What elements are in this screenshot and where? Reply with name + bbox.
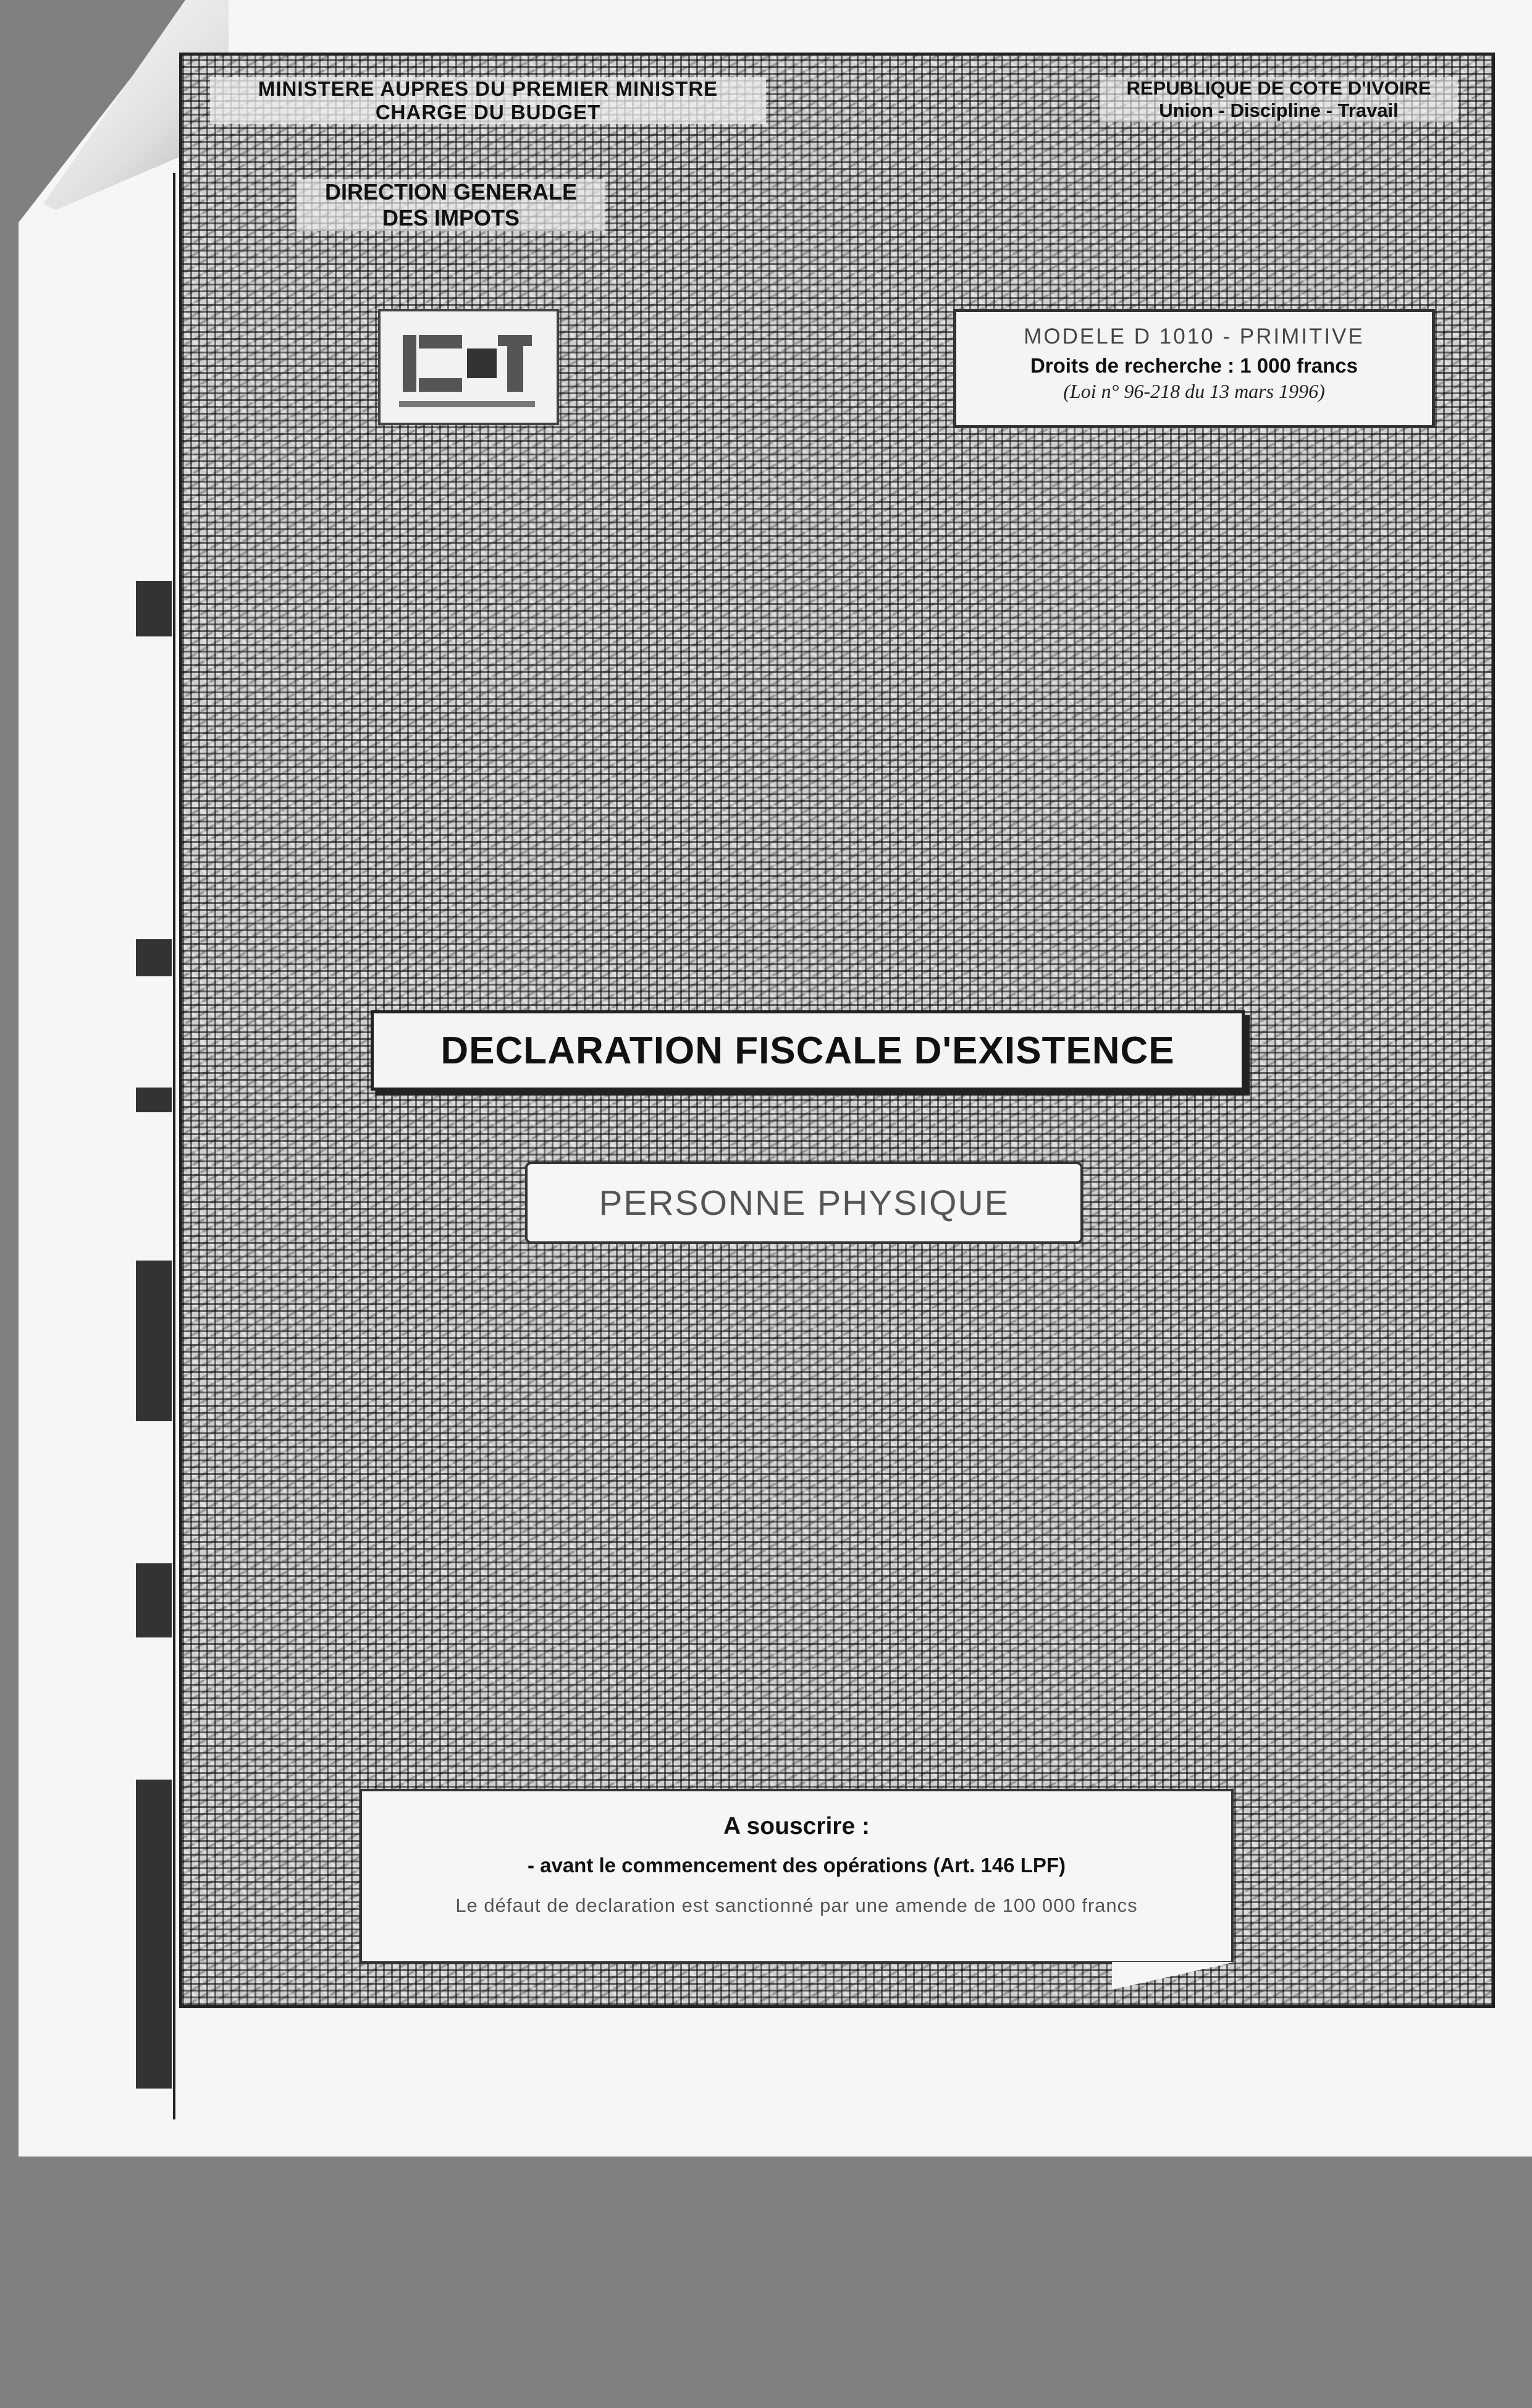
ministry-line-2: CHARGE DU BUDGET (210, 101, 766, 124)
document-subtitle-box (525, 1162, 1083, 1244)
binding-mark (136, 1563, 172, 1637)
model-code: MODELE D 1010 - PRIMITIVE (1024, 324, 1365, 349)
dgi-line-2: DES IMPOTS (297, 205, 605, 231)
binding-mark (136, 1088, 172, 1112)
binding-mark (136, 939, 172, 976)
republic-name: REPUBLIQUE DE COTE D'IVOIRE (1100, 77, 1458, 99)
ministry-header (210, 77, 766, 124)
republic-motto: Union - Discipline - Travail (1100, 99, 1458, 122)
filing-heading: A souscrire : (723, 1813, 870, 1840)
model-info-box (953, 309, 1435, 428)
dgi-line-1: DIRECTION GENERALE (297, 179, 605, 205)
dgi-header (297, 179, 605, 231)
document-title-box (371, 1010, 1245, 1091)
binding-edge (136, 173, 175, 2119)
filing-instructions-box (360, 1789, 1234, 1964)
binding-mark (136, 1261, 172, 1421)
filing-penalty: Le défaut de declaration est sanctionné par une amende de 100 000 francs (455, 1895, 1138, 1916)
document-subtitle: PERSONNE PHYSIQUE (599, 1183, 1009, 1223)
research-fee: Droits de recherche : 1 000 francs (1030, 354, 1358, 377)
binding-mark (136, 1780, 172, 2089)
ministry-line-1: MINISTERE AUPRES DU PREMIER MINISTRE (210, 77, 766, 101)
binding-mark (136, 581, 172, 636)
filing-deadline: - avant le commencement des opérations (Art. 146 LPF) (527, 1854, 1066, 1877)
republic-header (1100, 77, 1458, 122)
law-reference: (Loi n° 96-218 du 13 mars 1996) (1063, 380, 1325, 402)
document-title: DECLARATION FISCALE D'EXISTENCE (440, 1029, 1175, 1072)
dgi-logo-icon (378, 309, 559, 425)
